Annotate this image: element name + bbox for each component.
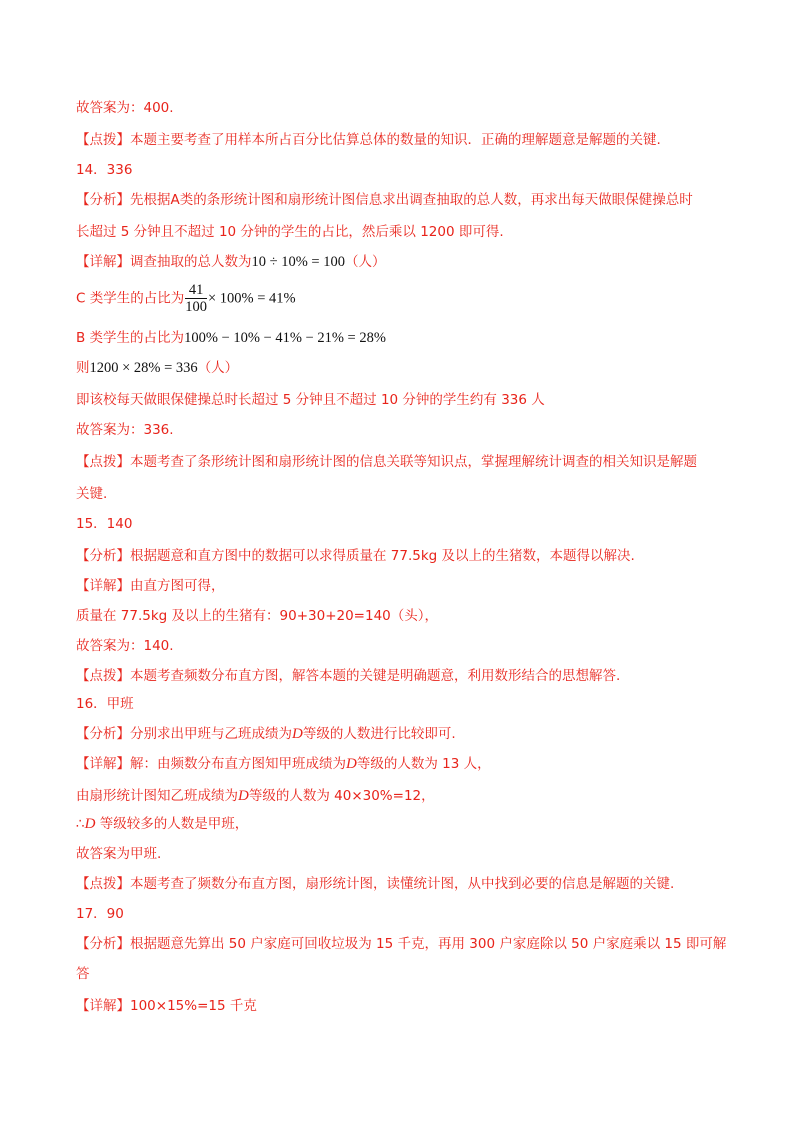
analysis-line-16 [76,724,456,744]
detail-line-14d [76,358,238,378]
answer-line-15: 故答案为：140. [76,638,174,654]
fraction-numerator: 41 [185,282,207,299]
variable-d: D [238,788,249,804]
detail-line-14b [76,282,296,315]
detail-line-16c [76,814,248,834]
analysis-line-17a: 【分析】根据题意先算出 50 户家庭可回收垃圾为 15 千克，再用 300 户家庭除以 50 户家庭乘以 15 即可解 [76,936,727,952]
detail-prefix: B 类学生的占比为 [76,330,185,346]
text-segment: 【详解】解：由频数分布直方图知甲班成绩为 [76,756,346,772]
formula-b-ratio: 100% − 10% − 41% − 21% = 28% [184,330,386,346]
question-number-17: 17．90 [76,906,124,922]
analysis-line-17b: 答 [76,966,90,982]
detail-line-14c [76,328,386,348]
variable-d: D [346,756,357,772]
detail-prefix: C 类学生的占比为 [76,290,185,307]
comment-line-15: 【点拨】本题考查频数分布直方图，解答本题的关键是明确题意，利用数形结合的思想解答. [76,668,621,684]
therefore-symbol: ∴ [76,816,85,832]
detail-unit: （人） [197,360,239,376]
answer-line-14: 故答案为：336. [76,422,174,438]
fraction [185,282,207,315]
text-segment: 【分析】分别求出甲班与乙班成绩为 [76,726,292,742]
comment-line-16: 【点拨】本题考查了频数分布直方图，扇形统计图，读懂统计图，从中找到必要的信息是解题的关键. [76,876,675,892]
text-segment: 等级的人数为 13 人， [356,756,491,772]
answer-line-16: 故答案为甲班. [76,846,162,862]
comment-line-13: 【点拨】本题主要考查了用样本所占百分比估算总体的数量的知识．正确的理解题意是解题的关键. [76,132,661,148]
comment-line-14a: 【点拨】本题考查了条形统计图和扇形统计图的信息关联等知识点，掌握理解统计调查的相关知识是解题 [76,454,697,470]
detail-line-17: 【详解】100×15%=15 千克 [76,998,257,1014]
fraction-denominator: 100 [185,299,207,315]
variable-d: D [84,816,96,832]
formula-c-ratio: × 100% = 41% [207,290,296,307]
detail-prefix: 【详解】调查抽取的总人数为 [76,254,252,270]
detail-line-15a: 【详解】由直方图可得， [76,578,225,594]
variable-d: D [292,726,303,742]
question-number-16: 16．甲班 [76,696,134,712]
detail-unit: （人） [344,254,386,270]
analysis-line-15: 【分析】根据题意和直方图中的数据可以求得质量在 77.5kg 及以上的生猪数，本题得以解决. [76,548,635,564]
detail-line-16a [76,754,491,774]
text-segment: 等级的人数进行比较即可. [302,726,456,742]
text-segment: 等级的人数为 40×30%=12， [248,788,435,804]
formula-total: 10 ÷ 10% = 100 [251,254,345,270]
analysis-line-14b: 长超过 5 分钟且不超过 10 分钟的学生的占比，然后乘以 1200 即可得. [76,224,504,240]
question-number-15: 15．140 [76,516,133,532]
analysis-line-14a: 【分析】先根据A类的条形统计图和扇形统计图信息求出调查抽取的总人数，再求出每天做眼保健操总时 [76,192,693,208]
formula-result: 1200 × 28% = 336 [89,360,198,376]
detail-line-14a [76,252,385,272]
answer-line-13: 故答案为：400. [76,100,174,116]
detail-line-16b [76,786,435,806]
text-segment: 由扇形统计图知乙班成绩为 [76,788,238,804]
comment-line-14b: 关键. [76,486,108,502]
question-number-14: 14．336 [76,162,133,178]
conclusion-line-14: 即该校每天做眼保健操总时长超过 5 分钟且不超过 10 分钟的学生约有 336 人 [76,392,545,408]
detail-line-15b: 质量在 77.5kg 及以上的生猪有：90+30+20=140（头）， [76,608,439,624]
detail-prefix: 则 [76,360,90,376]
text-segment: 等级较多的人数是甲班， [95,816,249,832]
